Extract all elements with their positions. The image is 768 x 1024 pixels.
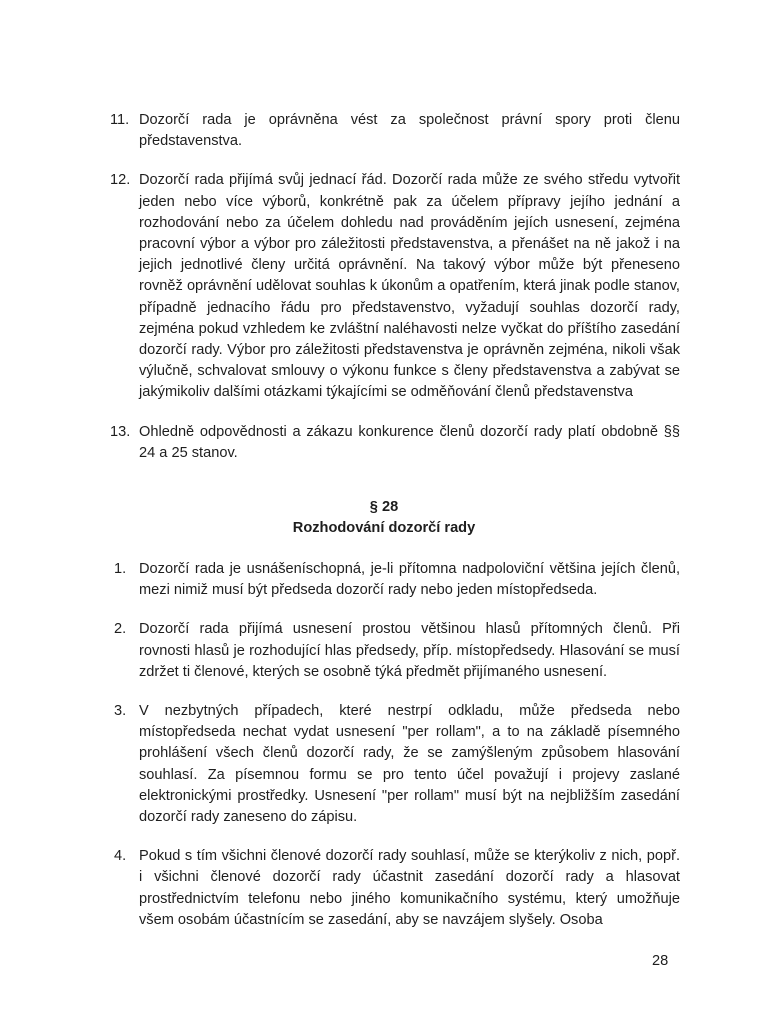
list-item-text: Dozorčí rada je usnášeníschopná, je-li přítomna nadpoloviční většina jejích členů, mezi nimiž musí být předseda dozorčí rady nebo jeden místopředseda. xyxy=(139,561,680,599)
section-number: § 28 xyxy=(369,499,399,515)
list-item-text: Dozorčí rada je oprávněna vést za společnost právní spory proti členu představenstva. xyxy=(139,112,680,150)
list-item-number: 12. xyxy=(110,172,131,189)
list-item-number: 1. xyxy=(114,561,127,577)
list-item-13 xyxy=(110,422,680,464)
list-item-number: 4. xyxy=(114,848,127,865)
list-item-text: Dozorčí rada přijímá svůj jednací řád. Dozorčí rada může ze svého středu vytvořit jeden nebo více výborů, konkrétně pak za účelem přípravy jejího jednání a rozhodování nebo za účelem dohledu nad prováděním jejích usnesení, zejména pracovní výbor a výbor pro záležitosti představenstva, a přenášet na ně jakož i na jejich jednotlivé členy určitá oprávnění. Na takový výbor může být přeneseno rovněž oprávnění udělovat souhlas k úkonům a opatřením, která jinak podle stanov, případně jednacího řádu pro představenstvo, vyžadují souhlas dozorčí rady, zejména pokud vzhledem ke zvláštní naléhavosti nelze vyčkat do příštího zasedání dozorčí rady. Výbor pro záležitosti představenstva je oprávněn zejména, nikoli však výlučně, schvalovat smlouvy o výkonu funkce s členy představenstva a zabývat se jakýmikoliv dalšími otázkami týkajícími se odměňování členů představenstva xyxy=(139,172,680,401)
list-item-1 xyxy=(114,559,680,601)
list-item-text: V nezbytných případech, které nestrpí odkladu, může předseda nebo místopředseda nechat vydat usnesení "per rollam", a to na základě písemného prohlášení všech členů dozorčí rady, že se zamýšleným způsobem hlasování souhlasí. Za písemnou formu se pro tento účel považují i projevy zaslané elektronickými prostředky. Usnesení "per rollam" musí být na nejbližším zasedání dozorčí rady zaneseno do zápisu. xyxy=(139,703,680,826)
list-item-text: Pokud s tím všichni členové dozorčí rady souhlasí, může se kterýkoliv z nich, popř. i všichni členové dozorčí rady účastnit zasedání dozorčí rady a hlasovat prostřednictvím telefonu nebo jiného komunikačního systému, který umožňuje všem osobám účastnícím se zasedání, aby se navzájem slyšely. Osoba xyxy=(139,848,680,928)
section-title: Rozhodování dozorčí rady xyxy=(292,520,476,536)
page-number: 28 xyxy=(652,953,669,969)
list-item-11 xyxy=(110,110,680,152)
article-28-list xyxy=(114,559,680,949)
list-item-number: 11. xyxy=(110,112,130,128)
list-item-number: 2. xyxy=(114,621,127,638)
list-item-number: 13. xyxy=(110,423,131,440)
list-item-12 xyxy=(110,170,680,403)
list-item-3 xyxy=(114,701,680,828)
list-item-text: Dozorčí rada přijímá usnesení prostou většinou hlasů přítomných členů. Při rovnosti hlasů je rozhodující hlas předsedy, příp. místopředsedy. Hlasování se musí zdržet ti členové, kterých se osobně týká předmět přijímaného usnesení. xyxy=(139,621,680,680)
list-item-number: 3. xyxy=(114,703,127,720)
list-item-text: Ohledně odpovědnosti a zákazu konkurence členů dozorčí rady platí obdobně §§ 24 a 25 stanov. xyxy=(139,423,680,461)
article-27-list-continued xyxy=(110,110,680,482)
list-item-4 xyxy=(114,846,680,931)
list-item-2 xyxy=(114,619,680,683)
